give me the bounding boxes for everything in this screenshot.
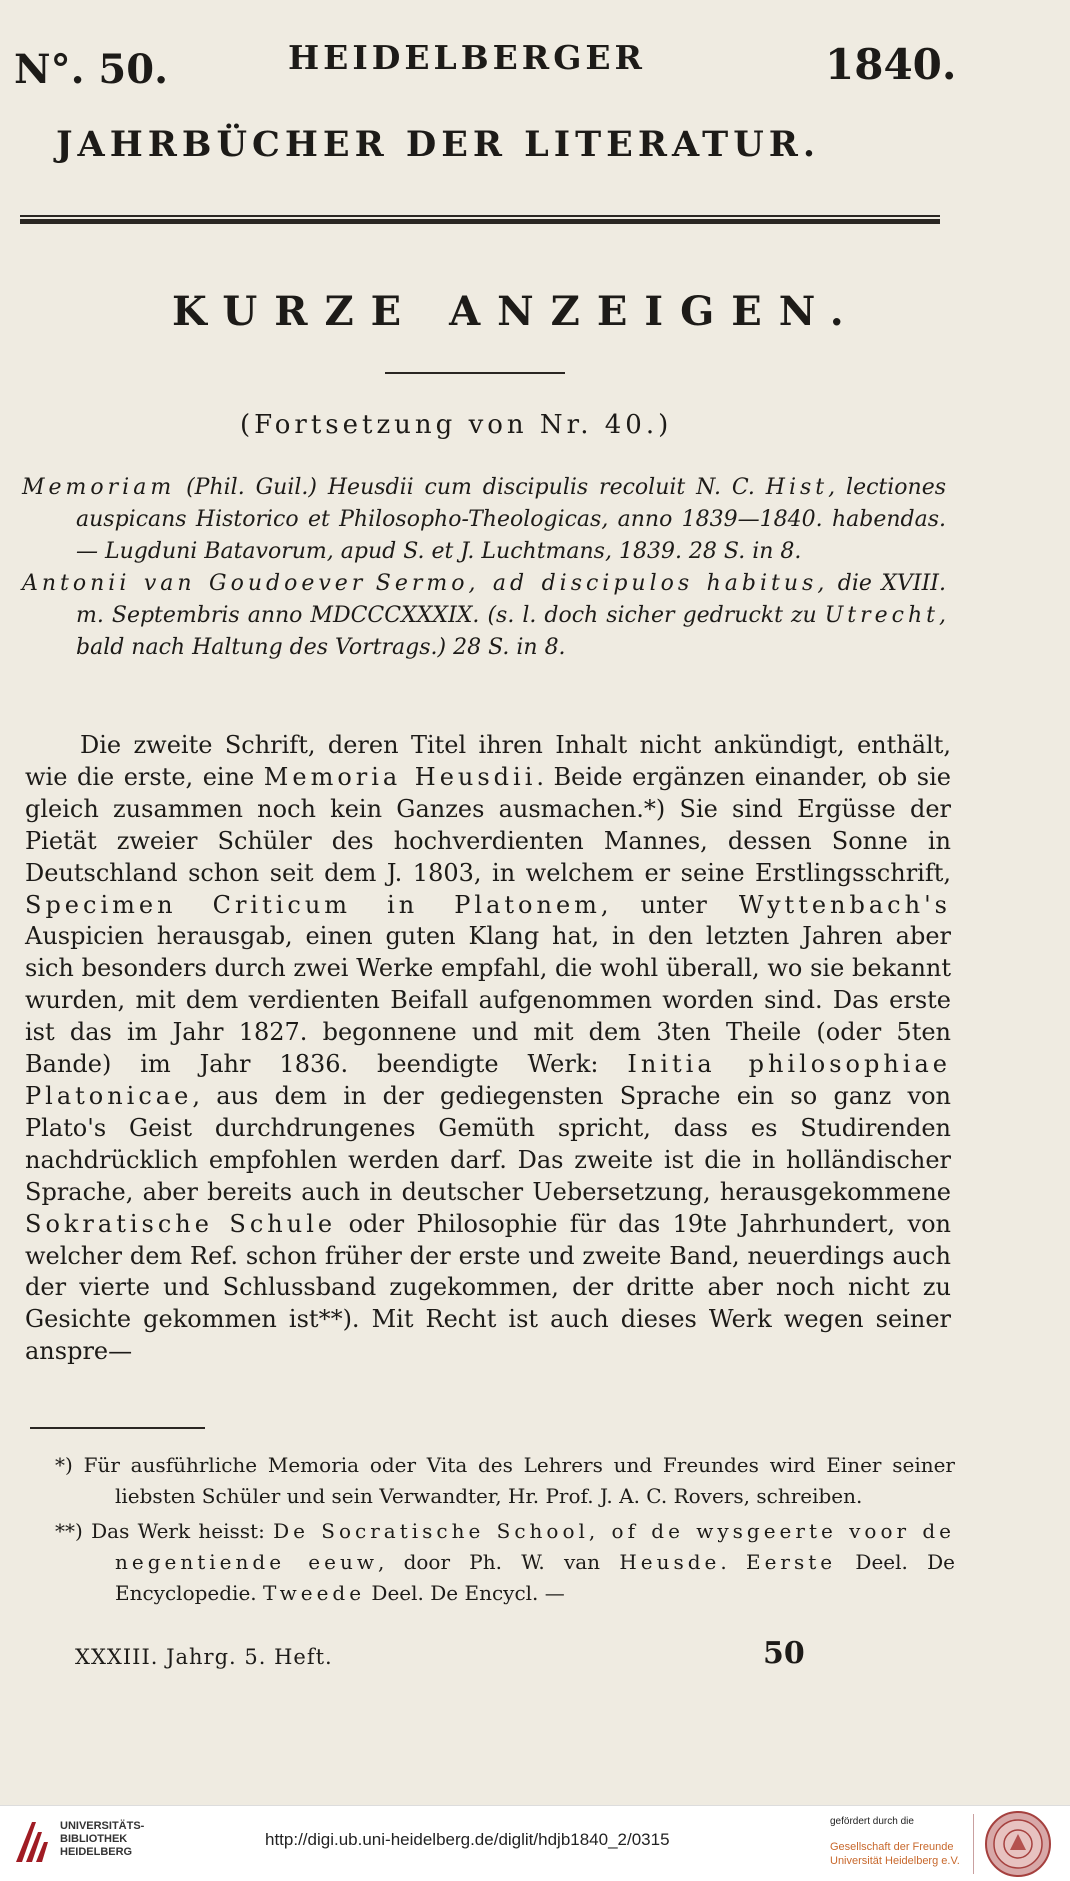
entry-text [366,571,375,596]
footnote-text: , door Ph. W. van [377,1550,620,1574]
text-run: oder Philosophie für das 19te Jahrhundert, von welcher dem Ref. schon früher der erste und zweite Band, neuerdings auch der vierte und Schlussband zugekommen, der dritte aber noch nicht zu Gesichte gekommen ist**). Mit Recht ist auch dieses Werk wegen seiner anspre— [25,1209,951,1366]
bibliographic-entries [22,472,946,664]
permalink-url[interactable]: http://digi.ub.uni-heidelberg.de/diglit/hdjb1840_2/0315 [265,1830,670,1849]
footnote-text: . [720,1550,746,1574]
entry-text: die XVIII. m. Septembris anno MDCCCXXXIX. (s. l. doch sicher gedruckt zu [76,571,946,628]
footnote-text: Für ausführliche Memoria oder Vita des Lehrers und Freundes wird Einer seiner liebsten Schüler und sein Verwandter, Hr. Prof. J. A. C. Rovers, schreiben. [83,1453,955,1508]
bibliographic-entry [22,568,946,664]
footnote-marker: **) [55,1519,83,1543]
footnote-text: Das Werk heisst: [91,1519,274,1543]
entry-author: Antonii van Goudoever [22,571,367,596]
text-run: . Beide ergänzen einander, ob sie gleich zusammen noch kein Ganzes ausmachen.*) Sie sind Ergüsse der Pietät zweier Schüler des hochverdienten Mannes, dessen Sonne in Deutschland schon seit dem J. 1803, in welchem er seine Erstlingsschrift, [25,762,951,887]
footnote-text: Deel. De Encyclopedie. [115,1550,955,1605]
spaced-term: Memoria Heusdii [263,762,537,791]
volume-signature: XXXIII. Jahrg. 5. Heft. [75,1645,333,1669]
journal-subtitle: JAHRBÜCHER DER LITERATUR. [56,124,821,165]
entry-title: Heusdii cum discipulis recoluit [327,475,686,500]
text-run: Die zweite Schrift, deren Titel ihren Inhalt nicht ankündigt, enthält, wie die erste, eine [25,731,951,791]
entry-text: (Phil. Guil.) [175,475,328,500]
issue-number: N°. 50. [14,46,169,93]
header-rule-top [20,215,940,217]
entry-text: , lectiones auspicans Historico et Philosopho-Theologicas, anno 1839—1840. habendas. — Lugduni Batavorum, apud S. et J. Luchtmans, 1839. 28 S. in 8. [76,475,947,564]
spaced-term: Sokratische Schule [25,1209,337,1238]
text-run: , aus dem in der gediegensten Sprache ein so ganz von Plato's Geist durchdrungenes Gemüth spricht, dass es Studirenden nachdrücklich empfohlen werden darf. Das zweite ist die in holländischer Sprache, aber bereits auch in deutscher Uebersetzung, herausgekommene [25,1081,951,1206]
university-seal-icon[interactable] [984,1810,1052,1878]
entry-title: Sermo, ad discipulos habitus, [375,571,829,596]
spaced-term: Eerste [746,1550,837,1574]
page-number: 50 [763,1636,805,1671]
journal-title: HEIDELBERGER [288,38,646,77]
spaced-term: Initia philosophiae Platonicae [25,1050,951,1110]
spaced-term: Tweede [263,1581,366,1605]
spaced-term: Wyttenbach's [738,890,951,919]
spaced-term: Specimen Criticum in Platonem [25,890,601,919]
text-run: Auspicien herausgab, einen guten Klang hat, in den letzten Jahren aber sich besonders durch zwei Werke empfahl, die wohl überall, wo sie bekannt wurden, mit dem verdienten Beifall aufgenommen worden sind. Das erste ist das im Jahr 1827. begonnene und mit dem 3ten Theile (oder 5ten Bande) im Jahr 1836. beendigte Werk: [25,922,951,1079]
journal-year: 1840. [825,40,957,89]
bibliographic-entry [22,472,946,568]
sponsor-label: gefördert durch die [830,1816,914,1827]
footnote [55,1450,955,1512]
paragraph [25,730,951,1368]
entry-author: Memoriam [22,475,176,500]
continuation-note: (Fortsetzung von Nr. 40.) [240,410,673,440]
body-text [25,730,951,1368]
header-rule-bottom [20,219,940,224]
footnote [55,1516,955,1609]
section-divider [385,372,565,374]
library-logo-icon[interactable] [12,1818,54,1866]
footnote-divider [30,1427,205,1429]
entry-text: N. C. [685,475,755,500]
spaced-term: Heusde [619,1550,721,1574]
entry-text: , bald nach Haltung des Vortrags.) 28 S. in 8. [76,603,946,660]
text-run: , unter [600,890,739,919]
viewer-footer-bar [0,1805,1070,1881]
entry-name: Utrecht [824,603,939,628]
section-title: KURZE ANZEIGEN. [172,288,861,335]
sponsor-name[interactable]: Gesellschaft der Freunde Universität Heidelberg e.V. [830,1841,960,1867]
entry-name: Hist [765,475,829,500]
sponsor-divider [973,1814,974,1874]
library-name[interactable]: UNIVERSITÄTS- BIBLIOTHEK HEIDELBERG [60,1820,145,1858]
footnote-text: Deel. De Encycl. — [365,1581,565,1605]
spaced-term: De Socratische School, of de wysgeerte voor de negentiende eeuw [115,1519,955,1574]
footnote-marker: *) [55,1453,73,1477]
footnotes [55,1450,955,1613]
